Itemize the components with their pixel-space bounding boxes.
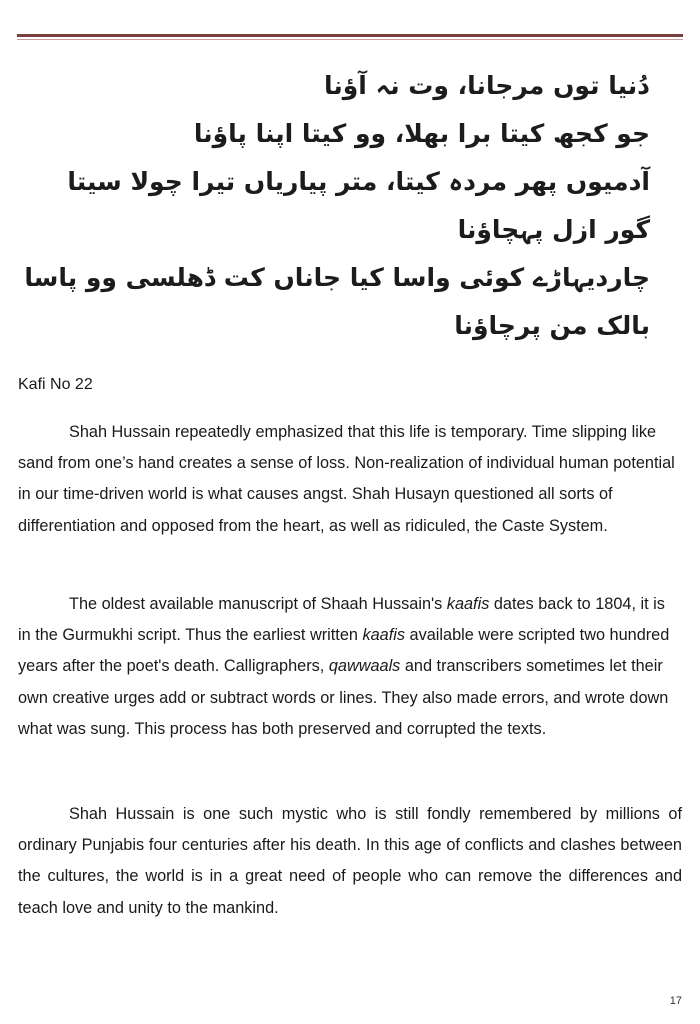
- text-run: and transcribers sometimes let their own creative urges add or subtract words or lines. They also made errors, and wrote down what was sung. This process has both preserved and corrupted the texts.: [18, 657, 669, 738]
- header-rule-thin: [17, 39, 683, 40]
- text-run: available were scripted two hundred years after the poet's death. Calligraphers,: [18, 626, 670, 676]
- urdu-verse-line: چاردیہاڑے کوئی واسا کیا جاناں کت ڈھلسی وو پاسا: [24, 263, 650, 292]
- urdu-verse-line: گور ازل پہچاؤنا: [457, 215, 650, 244]
- text-run: Shah Hussain repeatedly emphasized that this life is temporary. Time slipping like sand from one’s hand creates a sense of loss. Non-realization of individual human potential in our time-driven world is what causes angst. Shah Husayn questioned all sorts of differentiation and opposed from the heart, as well as ridiculed, the Caste System.: [18, 423, 675, 535]
- urdu-verse-line: بالک من پرچاؤنا: [454, 311, 650, 340]
- text-run: Shah Hussain is one such mystic who is still fondly remembered by millions of ordinary Punjabis four centuries after his death. In this age of conflicts and clashes between the cultures, the world is in a great need of people who can remove the differences and teach love and unity to the mankind.: [18, 805, 682, 917]
- paragraph-1: [18, 417, 682, 542]
- header-rule: [17, 34, 683, 40]
- header-rule-thick: [17, 34, 683, 37]
- italic-term: qawwaals: [328, 657, 401, 676]
- urdu-verse-line: جو کجھ کیتا برا بھلا، وو کیتا اپنا پاؤنا: [193, 119, 650, 148]
- text-run: dates back to 1804, it is in the Gurmukhi script. Thus the earliest written: [18, 595, 665, 645]
- urdu-verse-line: دُنیا توں مرجانا، وت نہ آؤنا: [323, 71, 650, 100]
- paragraph-3: [18, 799, 682, 924]
- paragraph-2: [18, 589, 682, 745]
- italic-term: kaafis: [362, 626, 406, 645]
- urdu-verse-block: [24, 62, 650, 350]
- italic-term: kaafis: [446, 595, 490, 613]
- text-run: The oldest available manuscript of Shaah Hussain's: [69, 595, 447, 613]
- page-number: 17: [669, 995, 682, 1007]
- urdu-verse-line: آدمیوں پھر مردہ کیتا، متر پیاریاں تیرا چولا سیتا: [67, 167, 650, 196]
- kafi-heading: Kafi No 22: [18, 376, 93, 393]
